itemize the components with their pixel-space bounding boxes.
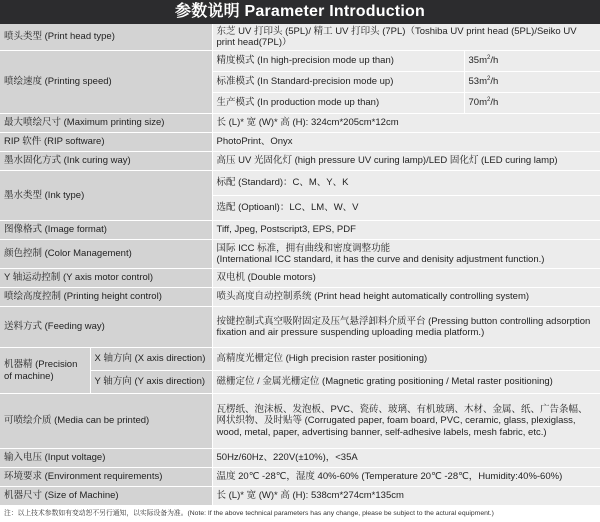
speed-mode-name: 生产模式 (In production mode up than) bbox=[212, 93, 464, 114]
row-y-motor bbox=[0, 269, 600, 288]
row-feeding bbox=[0, 307, 600, 348]
parameter-table bbox=[0, 24, 600, 506]
curing-label: 墨水固化方式 (Ink curing way) bbox=[0, 152, 212, 171]
rip-value: PhotoPrint、Onyx bbox=[212, 133, 600, 152]
environment-value: 温度 20℃ -28℃，湿度 40%-60% (Temperature 20℃ -28℃，Humidity:40%-60%) bbox=[212, 468, 600, 487]
row-print-head bbox=[0, 24, 600, 51]
color-label: 颜色控制 (Color Management) bbox=[0, 240, 212, 269]
row-voltage bbox=[0, 449, 600, 468]
row-color bbox=[0, 240, 600, 269]
speed-mode-name: 标准模式 (In Standard-precision mode up) bbox=[212, 72, 464, 93]
row-rip bbox=[0, 133, 600, 152]
speed-mode-name: 精度模式 (In high-precision mode up than) bbox=[212, 51, 464, 72]
row-machine-size bbox=[0, 487, 600, 506]
row-ink-standard bbox=[0, 171, 600, 196]
precision-y-value: 磁栅定位 / 金属光栅定位 (Magnetic grating positioning / Metal raster positioning) bbox=[212, 371, 600, 394]
voltage-value: 50Hz/60Hz、220V(±10%)，<35A bbox=[212, 449, 600, 468]
ink-standard-value: 标配 (Standard)：C、M、Y、K bbox=[212, 171, 600, 196]
speed-mode-value: $70m^2/h$ bbox=[464, 93, 600, 114]
row-media bbox=[0, 394, 600, 449]
row-precision-x bbox=[0, 348, 600, 371]
precision-x-label: X 轴方向 (X axis direction) bbox=[90, 348, 212, 371]
row-environment bbox=[0, 468, 600, 487]
machine-size-value: 长 (L)* 宽 (W)* 高 (H): 538cm*274cm*135cm bbox=[212, 487, 600, 506]
row-curing bbox=[0, 152, 600, 171]
ink-type-label: 墨水类型 (Ink type) bbox=[0, 171, 212, 221]
row-precision-y bbox=[0, 371, 600, 394]
machine-size-label: 机器尺寸 (Size of Machine) bbox=[0, 487, 212, 506]
feeding-label: 送料方式 (Feeding way) bbox=[0, 307, 212, 348]
speed-label: 喷绘速度 (Printing speed) bbox=[0, 51, 212, 114]
ink-optional-value: 选配 (Optioanl)：LC、LM、W、V bbox=[212, 196, 600, 221]
height-control-label: 喷绘高度控制 (Printing height control) bbox=[0, 288, 212, 307]
print-head-label: 喷头类型 (Print head type) bbox=[0, 24, 212, 51]
media-value: 瓦楞纸、泡沫板、发泡板、PVC、瓷砖、玻璃、有机玻璃、木材、金属、纸、广告条幅、网状织物、及时贴等 (Corrugated paper, foam board, PVC, ceramic, glass, plexiglass, wood, metal, paper, advertising banner, self-adhesive labels, mesh fabric, etc.) bbox=[212, 394, 600, 449]
color-value-line2: (International ICC standard, it has the curve and denisity adjustment function.) bbox=[216, 254, 545, 265]
max-size-value: 长 (L)* 宽 (W)* 高 (H): 324cm*205cm*12cm bbox=[212, 114, 600, 133]
row-max-size bbox=[0, 114, 600, 133]
precision-y-label: Y 轴方向 (Y axis direction) bbox=[90, 371, 212, 394]
height-control-value: 喷头高度自动控制系统 (Print head height automatically controlling system) bbox=[212, 288, 600, 307]
precision-label: 机器精 (Precision of machine) bbox=[0, 348, 90, 394]
max-size-label: 最大喷绘尺寸 (Maximum printing size) bbox=[0, 114, 212, 133]
y-motor-value: 双电机 (Double motors) bbox=[212, 269, 600, 288]
rip-label: RIP 软件 (RIP software) bbox=[0, 133, 212, 152]
precision-x-value: 高精度光栅定位 (High precision raster positioning) bbox=[212, 348, 600, 371]
color-value-line1: 国际 ICC 标准，拥有曲线和密度调整功能 bbox=[216, 242, 391, 254]
image-format-value: Tiff, Jpeg, Postscript3, EPS, PDF bbox=[212, 221, 600, 240]
media-label: 可喷绘介质 (Media can be printed) bbox=[0, 394, 212, 449]
feeding-value: 按键控制式真空吸附固定及压气悬浮卸料介质平台 (Pressing button controlling adsorption fixation and air pressure suspending uploading media platform.) bbox=[212, 307, 600, 348]
color-value bbox=[212, 240, 600, 269]
image-format-label: 图像格式 (Image format) bbox=[0, 221, 212, 240]
row-image-format bbox=[0, 221, 600, 240]
row-speed-high bbox=[0, 51, 600, 72]
footnote: 注：以上技术参数如有变动恕不另行通知，以实际设备为准。(Note: If the above technical parameters has any change, please be subject to the actural equipment.) bbox=[4, 510, 494, 517]
speed-mode-value: $35m^2/h$ bbox=[464, 51, 600, 72]
row-height-control bbox=[0, 288, 600, 307]
environment-label: 环境要求 (Environment requirements) bbox=[0, 468, 212, 487]
page-title: 参数说明 Parameter Introduction bbox=[0, 0, 600, 24]
voltage-label: 输入电压 (Input voltage) bbox=[0, 449, 212, 468]
speed-mode-value: $53m^2/h$ bbox=[464, 72, 600, 93]
y-motor-label: Y 轴运动控制 (Y axis motor control) bbox=[0, 269, 212, 288]
curing-value: 高压 UV 光固化灯 (high pressure UV curing lamp)/LED 固化灯 (LED curing lamp) bbox=[212, 152, 600, 171]
print-head-value: 东芝 UV 打印头 (5PL)/ 精工 UV 打印头 (7PL)（Toshiba UV print head (5PL)/Seiko UV print head(7PL)） bbox=[212, 24, 600, 51]
